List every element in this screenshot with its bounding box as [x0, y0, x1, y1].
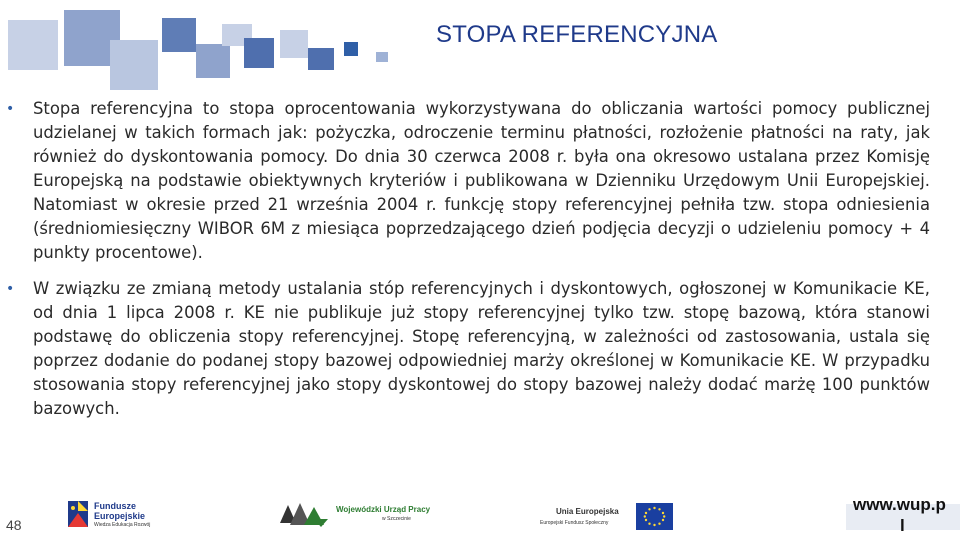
fe-subtext: Wiedza Edukacja Rozwój [94, 522, 151, 528]
slide-title: STOPA REFERENCYJNA [436, 21, 718, 48]
eu-logo [538, 499, 678, 535]
eu-logo-name: Unia Europejska [556, 507, 619, 516]
fundusze-europejskie-logo [64, 495, 184, 535]
website-url-wrap[interactable]: l [900, 516, 905, 535]
bullet-icon: • [6, 101, 15, 117]
fe-line2: Europejskie [94, 511, 146, 521]
bullet-item [6, 277, 930, 421]
wup-logo-icon [278, 497, 330, 529]
deco-square [308, 48, 334, 70]
deco-square [280, 30, 308, 58]
bullet-item [6, 97, 930, 265]
deco-square [162, 18, 196, 52]
deco-square [196, 44, 230, 78]
website-url[interactable]: www.wup.p [853, 495, 946, 514]
eu-flag-icon [636, 503, 673, 530]
fe-logo-icon [64, 497, 92, 531]
deco-square [110, 40, 158, 90]
fe-logo-text [94, 501, 145, 521]
deco-square [344, 42, 358, 56]
decorative-squares [0, 0, 400, 100]
bullet-icon: • [6, 281, 15, 297]
bullet-text: W związku ze zmianą metody ustalania stóp referencyjnych i dyskontowych, ogłoszonej w Komunikacie KE, od dnia 1 lipca 2008 r. KE nie publikuje już stopy referencyjnej tylko tzw. stopę bazową, która stanowi podstawę do obliczenia stopy referencyjnej. Stopę referencyjną, w zależności od zastosowania, ustala się poprzez dodanie do podanej stopy bazowej odpowiedniej marży określonej w Komunikacie KE. W przypadku stosowania stopy referencyjnej jako stopy dyskontowej do stopy bazowej należy dodać marżę 100 punktów bazowych. [33, 279, 930, 418]
deco-square [376, 52, 388, 62]
deco-square [244, 38, 274, 68]
wup-logo [278, 497, 438, 531]
wup-logo-city: w Szczecinie [382, 516, 411, 522]
fe-line1: Fundusze [94, 501, 136, 511]
eu-stars-icon [636, 503, 673, 530]
bullet-list [6, 97, 930, 433]
wup-logo-name: Wojewódzki Urząd Pracy [336, 505, 431, 514]
page-number: 48 [6, 517, 22, 533]
deco-square [8, 20, 58, 70]
bullet-text: Stopa referencyjna to stopa oprocentowania wykorzystywana do obliczania wartości pomocy publicznej udzielanej w takich formach jak: pożyczka, odroczenie terminu płatności, rozłożenie płatności na raty, jak również do dyskontowania pomocy. Do dnia 30 czerwca 2008 r. była ona okresowo ustalana przez Komisję Europejską na podstawie obiektywnych kryteriów i publikowana w Dzienniku Urzędowym Unii Europejskiej. Natomiast w okresie przed 21 września 2004 r. funkcję stopy referencyjnej pełniła tzw. stopa odniesienia (średniomiesięczny WIBOR 6M z miesiąca poprzedzającego dzień podjęcia decyzji o udzieleniu pomocy + 4 punkty procentowe). [33, 99, 930, 262]
eu-logo-fund: Europejski Fundusz Społeczny [540, 520, 609, 526]
